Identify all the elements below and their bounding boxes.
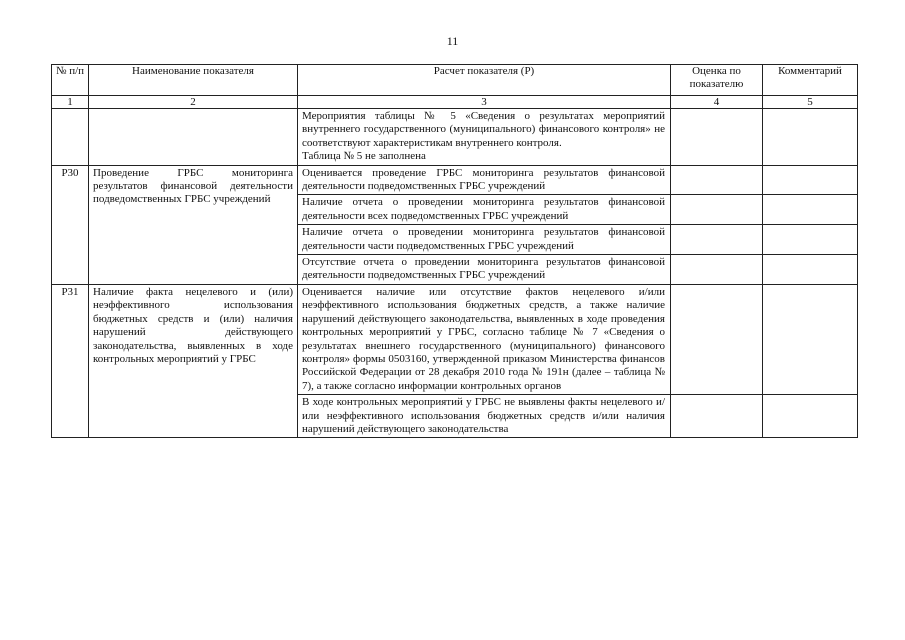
indicator-name: Проведение ГРБС мониторинга результатов финансовой деятельности подведомственных ГРБС учреждений (89, 165, 298, 284)
column-number-row (52, 96, 858, 109)
calc-cell: Оценивается проведение ГРБС мониторинга результатов финансовой деятельности подведомственных ГРБС учреждений (298, 165, 671, 195)
row-id: Р31 (52, 284, 89, 437)
calc-cell: Наличие отчета о проведении мониторинга результатов финансовой деятельности всех подведомственных ГРБС учреждений (298, 195, 671, 225)
header-name: Наименование показателя (89, 65, 298, 96)
table-row (52, 165, 858, 195)
header-comment: Комментарий (763, 65, 858, 96)
header-row (52, 65, 858, 96)
column-number: 5 (763, 96, 858, 109)
header-calc: Расчет показателя (Р) (298, 65, 671, 96)
calc-text: Мероприятия таблицы № 5 «Сведения о результатах мероприятий внутреннего государственного (муниципального) финансового контроля» не соответствуют характеристикам внутреннего контроля. (302, 110, 665, 149)
header-num: № п/п (52, 65, 89, 96)
column-number: 4 (671, 96, 763, 109)
calc-cell (298, 109, 671, 166)
calc-cell: Оценивается наличие или отсутствие фактов нецелевого и/или неэффективного использования бюджетных средств, а также наличие нарушений действующего законодательства, выявленных в ходе проведения контрольных мероприятий у ГРБС, согласно таблице № 7 «Сведения о результатах внешнего государственного (муниципального) финансового контроля» формы 0503160, утвержденной приказом Министерства финансов Российской Федерации от 28 декабря 2010 года № 191н (далее – таблица № 7), а также согласно информации контрольных органов (298, 284, 671, 394)
header-score: Оценка по показателю (671, 65, 763, 96)
calc-note: Таблица № 5 не заполнена (302, 150, 426, 163)
calc-cell: Отсутствие отчета о проведении мониторинга результатов финансовой деятельности подведомственных ГРБС учреждений (298, 255, 671, 285)
column-number: 2 (89, 96, 298, 109)
table-row (52, 284, 858, 394)
column-number: 1 (52, 96, 89, 109)
indicator-name: Наличие факта нецелевого и (или) неэффективного использования бюджетных средств и (или) наличия нарушений действующего законодательства, выявленных в ходе контрольных мероприятий у ГРБС (89, 284, 298, 437)
column-number: 3 (298, 96, 671, 109)
indicator-table (51, 64, 858, 438)
table-row (52, 109, 858, 166)
calc-cell: В ходе контрольных мероприятий у ГРБС не выявлены факты нецелевого и/или неэффективного использования бюджетных средств и/или наличия нарушений действующего законодательства (298, 395, 671, 438)
page-number: 11 (446, 34, 459, 48)
row-id: Р30 (52, 165, 89, 284)
calc-cell: Наличие отчета о проведении мониторинга результатов финансовой деятельности части подведомственных ГРБС учреждений (298, 225, 671, 255)
